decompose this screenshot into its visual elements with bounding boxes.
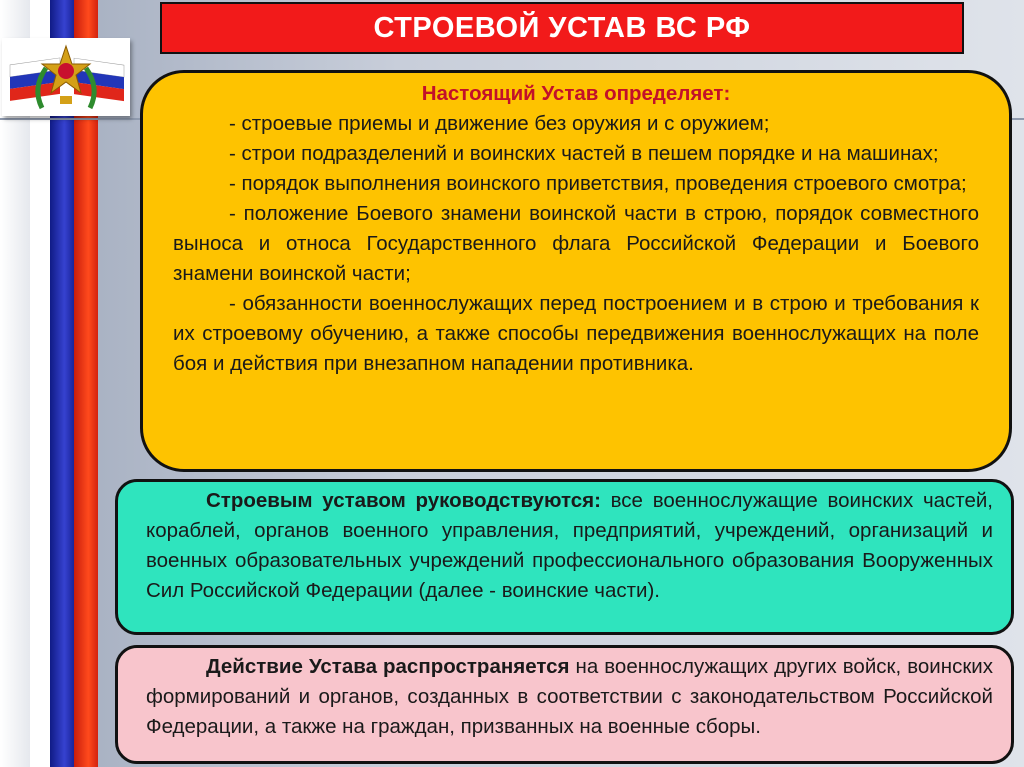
purpose-item: - порядок выполнения воинского приветствия, проведения строевого смотра; (229, 172, 967, 195)
guided-paragraph (146, 486, 993, 606)
russian-army-emblem-icon (2, 38, 130, 116)
purpose-item: - обязанности военнослужащих перед построением и в строю и требования к их строевому обучению, а также способы передвижения военнослужащих на поле боя и действия при внезапном нападении противника. (173, 292, 979, 375)
guided-lead: Строевым уставом руководствуются: (206, 489, 601, 512)
purpose-item: - строи подразделений и воинских частей в пешем порядке и на машинах; (229, 142, 939, 165)
purpose-item: - положение Боевого знамени воинской части в строю, порядок совместного выноса и относа Государственного флага Российской Федерации и Боевого знамени воинской части; (173, 202, 979, 285)
scope-paragraph (146, 652, 993, 742)
guided-box (115, 479, 1014, 635)
purpose-heading: Настоящий Устав определяет: (421, 82, 731, 105)
emblem (2, 38, 130, 116)
purpose-item: - строевые приемы и движение без оружия и с оружием; (229, 112, 770, 135)
title-bar (160, 2, 964, 54)
scope-lead: Действие Устава распространяется (206, 655, 570, 678)
guided-text: все военнослужащие воинских частей, кораблей, органов военного управления, предприятий, учреждений, организаций и военных образовательных учреждений профессионального образования Вооруженных Сил Российской Федерации (далее - воинские части). (146, 489, 993, 602)
scope-text: на военнослужащих других войск, воинских формирований и органов, созданных в соответствии с законодательством Российской Федерации, а также на граждан, призванных на военные сборы. (146, 655, 993, 738)
purpose-box (140, 70, 1012, 472)
page-title: СТРОЕВОЙ УСТАВ ВС РФ (373, 11, 751, 44)
scope-box (115, 645, 1014, 764)
